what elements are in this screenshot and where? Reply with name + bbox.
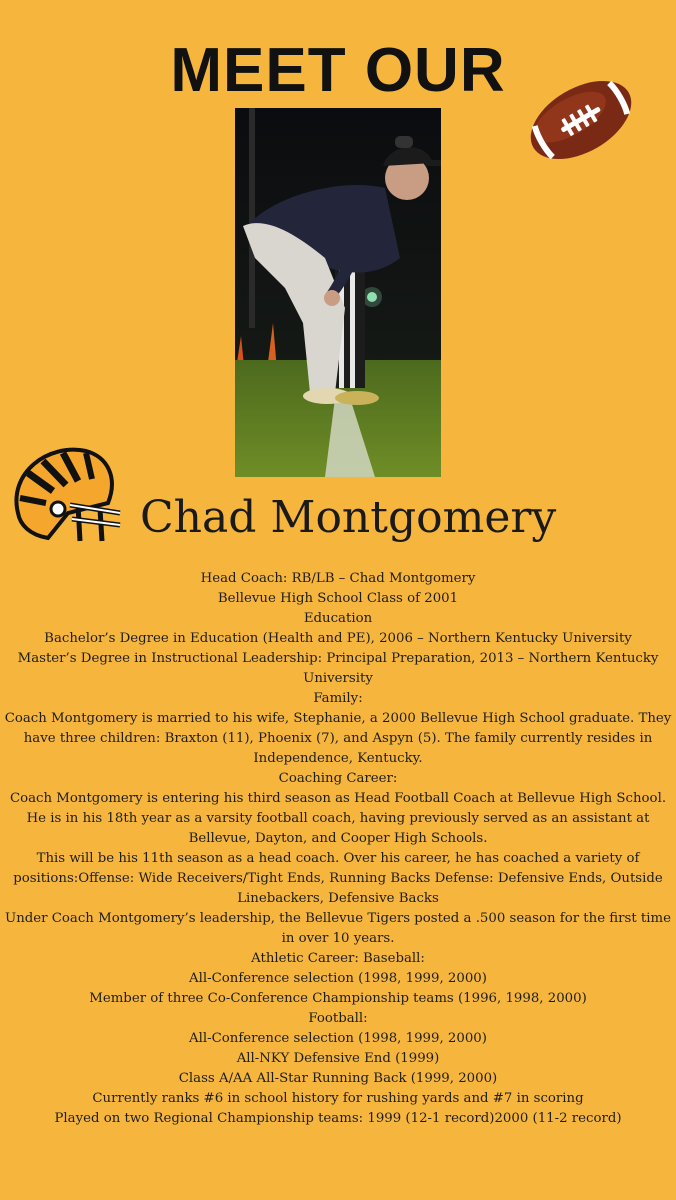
- bio-line: Currently ranks #6 in school history for rushing yards and #7 in scoring: [92, 1091, 584, 1106]
- bio-line: Coach Montgomery is entering his third season as Head Football Coach at Bellevue High School. He is in his 18th year as a varsity football coach, having previously served as an assistant at Bellevue, Dayton, and Cooper High Schools.: [9, 791, 667, 846]
- bio-line: Education: [303, 611, 373, 626]
- bio-line: Class A/AA All-Star Running Back (1999, 2000): [178, 1071, 498, 1086]
- bio-line: All-Conference selection (1998, 1999, 2000): [189, 1031, 487, 1046]
- coach-bio: [0, 569, 676, 1129]
- bio-line: Head Coach: RB/LB – Chad Montgomery: [200, 571, 476, 586]
- title-line-1: MEET OUR: [170, 36, 506, 105]
- football-icon: [523, 72, 639, 168]
- bio-line: Played on two Regional Championship teams: 1999 (12-1 record)2000 (11-2 record): [54, 1111, 622, 1126]
- bio-line: Under Coach Montgomery’s leadership, the Bellevue Tigers posted a .500 season for the first time in over 10 years.: [5, 911, 671, 946]
- bio-line: Bachelor’s Degree in Education (Health and PE), 2006 – Northern Kentucky University: [44, 631, 632, 646]
- bio-line: Coaching Career:: [278, 771, 398, 786]
- bio-line: Master’s Degree in Instructional Leadership: Principal Preparation, 2013 – Northern Kentucky University: [17, 651, 659, 686]
- coach-name: Chad Montgomery: [140, 492, 557, 543]
- bio-line: All-Conference selection (1998, 1999, 2000): [189, 971, 487, 986]
- bio-line: Athletic Career: Baseball:: [251, 951, 425, 966]
- coach-photo: [235, 108, 441, 477]
- tiger-helmet-icon: [8, 443, 124, 547]
- bio-line: This will be his 11th season as a head coach. Over his career, he has coached a variety of positions:Offense: Wide Receivers/Tight Ends, Running Backs Defense: Defensive Ends, Outside Linebackers, Defensive Backs: [13, 851, 663, 906]
- bio-line: Bellevue High School Class of 2001: [217, 591, 459, 606]
- bio-line: Football:: [308, 1011, 368, 1026]
- bio-line: Family:: [313, 691, 363, 706]
- bio-line: All-NKY Defensive End (1999): [236, 1051, 440, 1066]
- bio-line: Member of three Co-Conference Championship teams (1996, 1998, 2000): [89, 991, 587, 1006]
- bio-line: Coach Montgomery is married to his wife, Stephanie, a 2000 Bellevue High School graduate. They have three children: Braxton (11), Phoenix (7), and Aspyn (5). The family currently resides in Independence, Kentucky.: [4, 711, 672, 766]
